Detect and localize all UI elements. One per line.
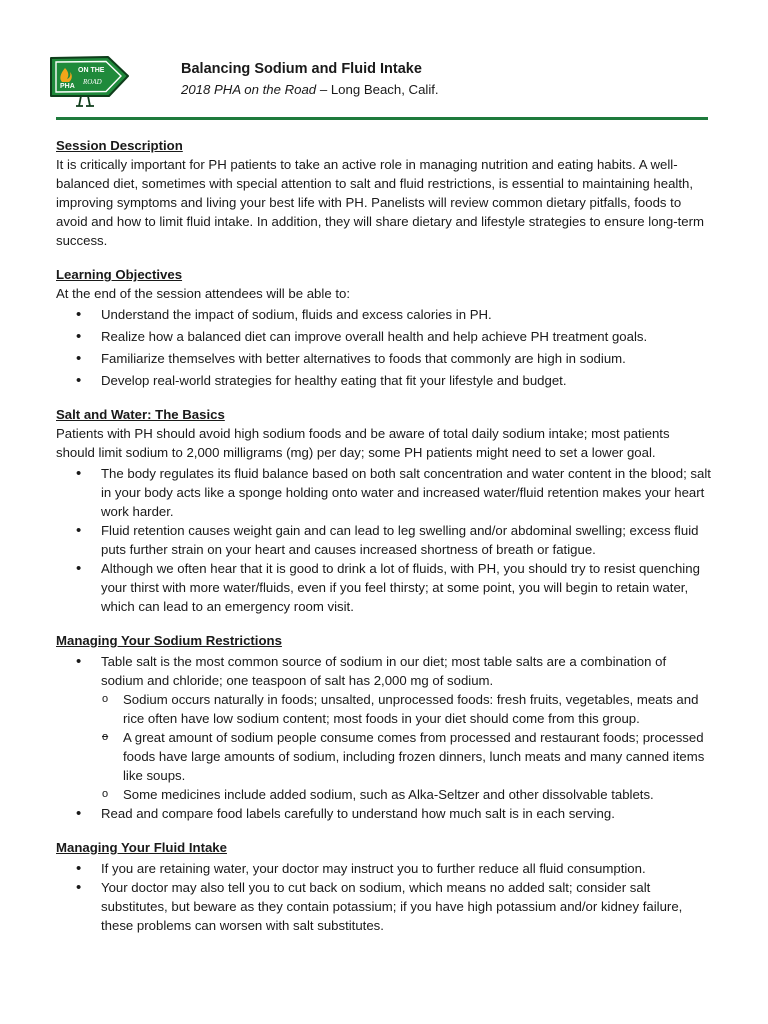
- sublist-item: o Some medicines include added sodium, such as Alka-Seltzer and other dissolvable tablets.: [101, 785, 712, 804]
- section-heading: Learning Objectives: [56, 267, 183, 282]
- basics-list: [56, 464, 712, 616]
- list-item: [56, 652, 712, 804]
- header-divider: [56, 117, 708, 120]
- document-body: [56, 136, 712, 950]
- pha-on-the-road-logo: [48, 54, 130, 110]
- document-subtitle: [181, 81, 439, 99]
- list-item: • Familiarize themselves with better alternatives to foods that commonly are high in sodium.: [56, 349, 712, 368]
- section-session-description: [56, 136, 712, 250]
- list-item: • If you are retaining water, your doctor may instruct you to further reduce all fluid consumption.: [56, 859, 712, 878]
- section-heading: Session Description: [56, 138, 183, 153]
- subtitle-event: 2018 PHA on the Road: [181, 82, 317, 97]
- section-heading: Salt and Water: The Basics: [56, 407, 225, 422]
- section-sodium-restrictions: [56, 631, 712, 823]
- sodium-list: [56, 652, 712, 823]
- subtitle-location: – Long Beach, Calif.: [316, 82, 439, 97]
- list-item: • Develop real-world strategies for healthy eating that fit your lifestyle and budget.: [56, 371, 712, 390]
- sodium-sublist: [101, 690, 712, 804]
- logo-text-top: ON THE: [78, 67, 105, 74]
- list-item: • Your doctor may also tell you to cut back on sodium, which means no added salt; consider salt substitutes, but beware as they contain potassium; if you have high potassium and/or kidney failure, these problems can worsen with salt substitutes.: [56, 878, 712, 935]
- objectives-list: [56, 305, 712, 390]
- section-intro: Patients with PH should avoid high sodium foods and be aware of total daily sodium intake; most patients should limit sodium to 2,000 milligrams (mg) per day; some PH patients might need to set a lower goal.: [56, 426, 670, 460]
- sublist-item: o Sodium occurs naturally in foods; unsalted, unprocessed foods: fresh fruits, vegetables, meats and rice often have low sodium content; most foods in your diet should come from this group.: [101, 690, 712, 728]
- list-item: • Understand the impact of sodium, fluids and excess calories in PH.: [56, 305, 712, 324]
- fluid-list: [56, 859, 712, 935]
- section-learning-objectives: [56, 265, 712, 390]
- section-salt-water-basics: [56, 405, 712, 616]
- sublist-item: o A great amount of sodium people consume comes from processed and restaurant foods; processed foods have large amounts of sodium, including frozen dinners, lunch meats and many canned items like soups.: [101, 728, 712, 785]
- document-title: Balancing Sodium and Fluid Intake: [181, 61, 422, 77]
- list-item: • Realize how a balanced diet can improve overall health and help achieve PH treatment goals.: [56, 327, 712, 346]
- section-paragraph: It is critically important for PH patients to take an active role in managing nutrition and eating habits. A well-balanced diet, sometimes with special attention to salt and fluid restrictions, is essential to maintaining health, improving symptoms and living your best life with PH. Panelists will review common dietary pitfalls, foods to avoid and how to limit fluid intake. In addition, they will share dietary and lifestyle strategies to ensure long-term success.: [56, 157, 704, 248]
- section-intro: At the end of the session attendees will be able to:: [56, 286, 350, 301]
- list-item: • Read and compare food labels carefully to understand how much salt is in each serving.: [56, 804, 712, 823]
- list-item: • Although we often hear that it is good to drink a lot of fluids, with PH, you should try to resist quenching your thirst with more water/fluids, even if you feel thirsty; at some point, you will begin to retain water, which can lead to an emergency room visit.: [56, 559, 712, 616]
- list-item: • The body regulates its fluid balance based on both salt concentration and water content in the blood; salt in your body acts like a sponge holding onto water and increased water/fluid retention makes your heart work harder.: [56, 464, 712, 521]
- logo-text-right: ROAD: [83, 78, 102, 86]
- logo-text-left: PHA: [60, 83, 75, 90]
- list-item: • Fluid retention causes weight gain and can lead to leg swelling and/or abdominal swelling; excess fluid puts further strain on your heart and causes increased shortness of breath or fatigue.: [56, 521, 712, 559]
- section-heading: Managing Your Sodium Restrictions: [56, 633, 282, 648]
- logo-sign-legs: [76, 96, 94, 106]
- list-item-text: Table salt is the most common source of sodium in our diet; most table salts are a combination of sodium and chloride; one teaspoon of salt has 2,000 mg of sodium.: [101, 654, 667, 688]
- section-heading: Managing Your Fluid Intake: [56, 840, 227, 855]
- section-fluid-intake: [56, 838, 712, 935]
